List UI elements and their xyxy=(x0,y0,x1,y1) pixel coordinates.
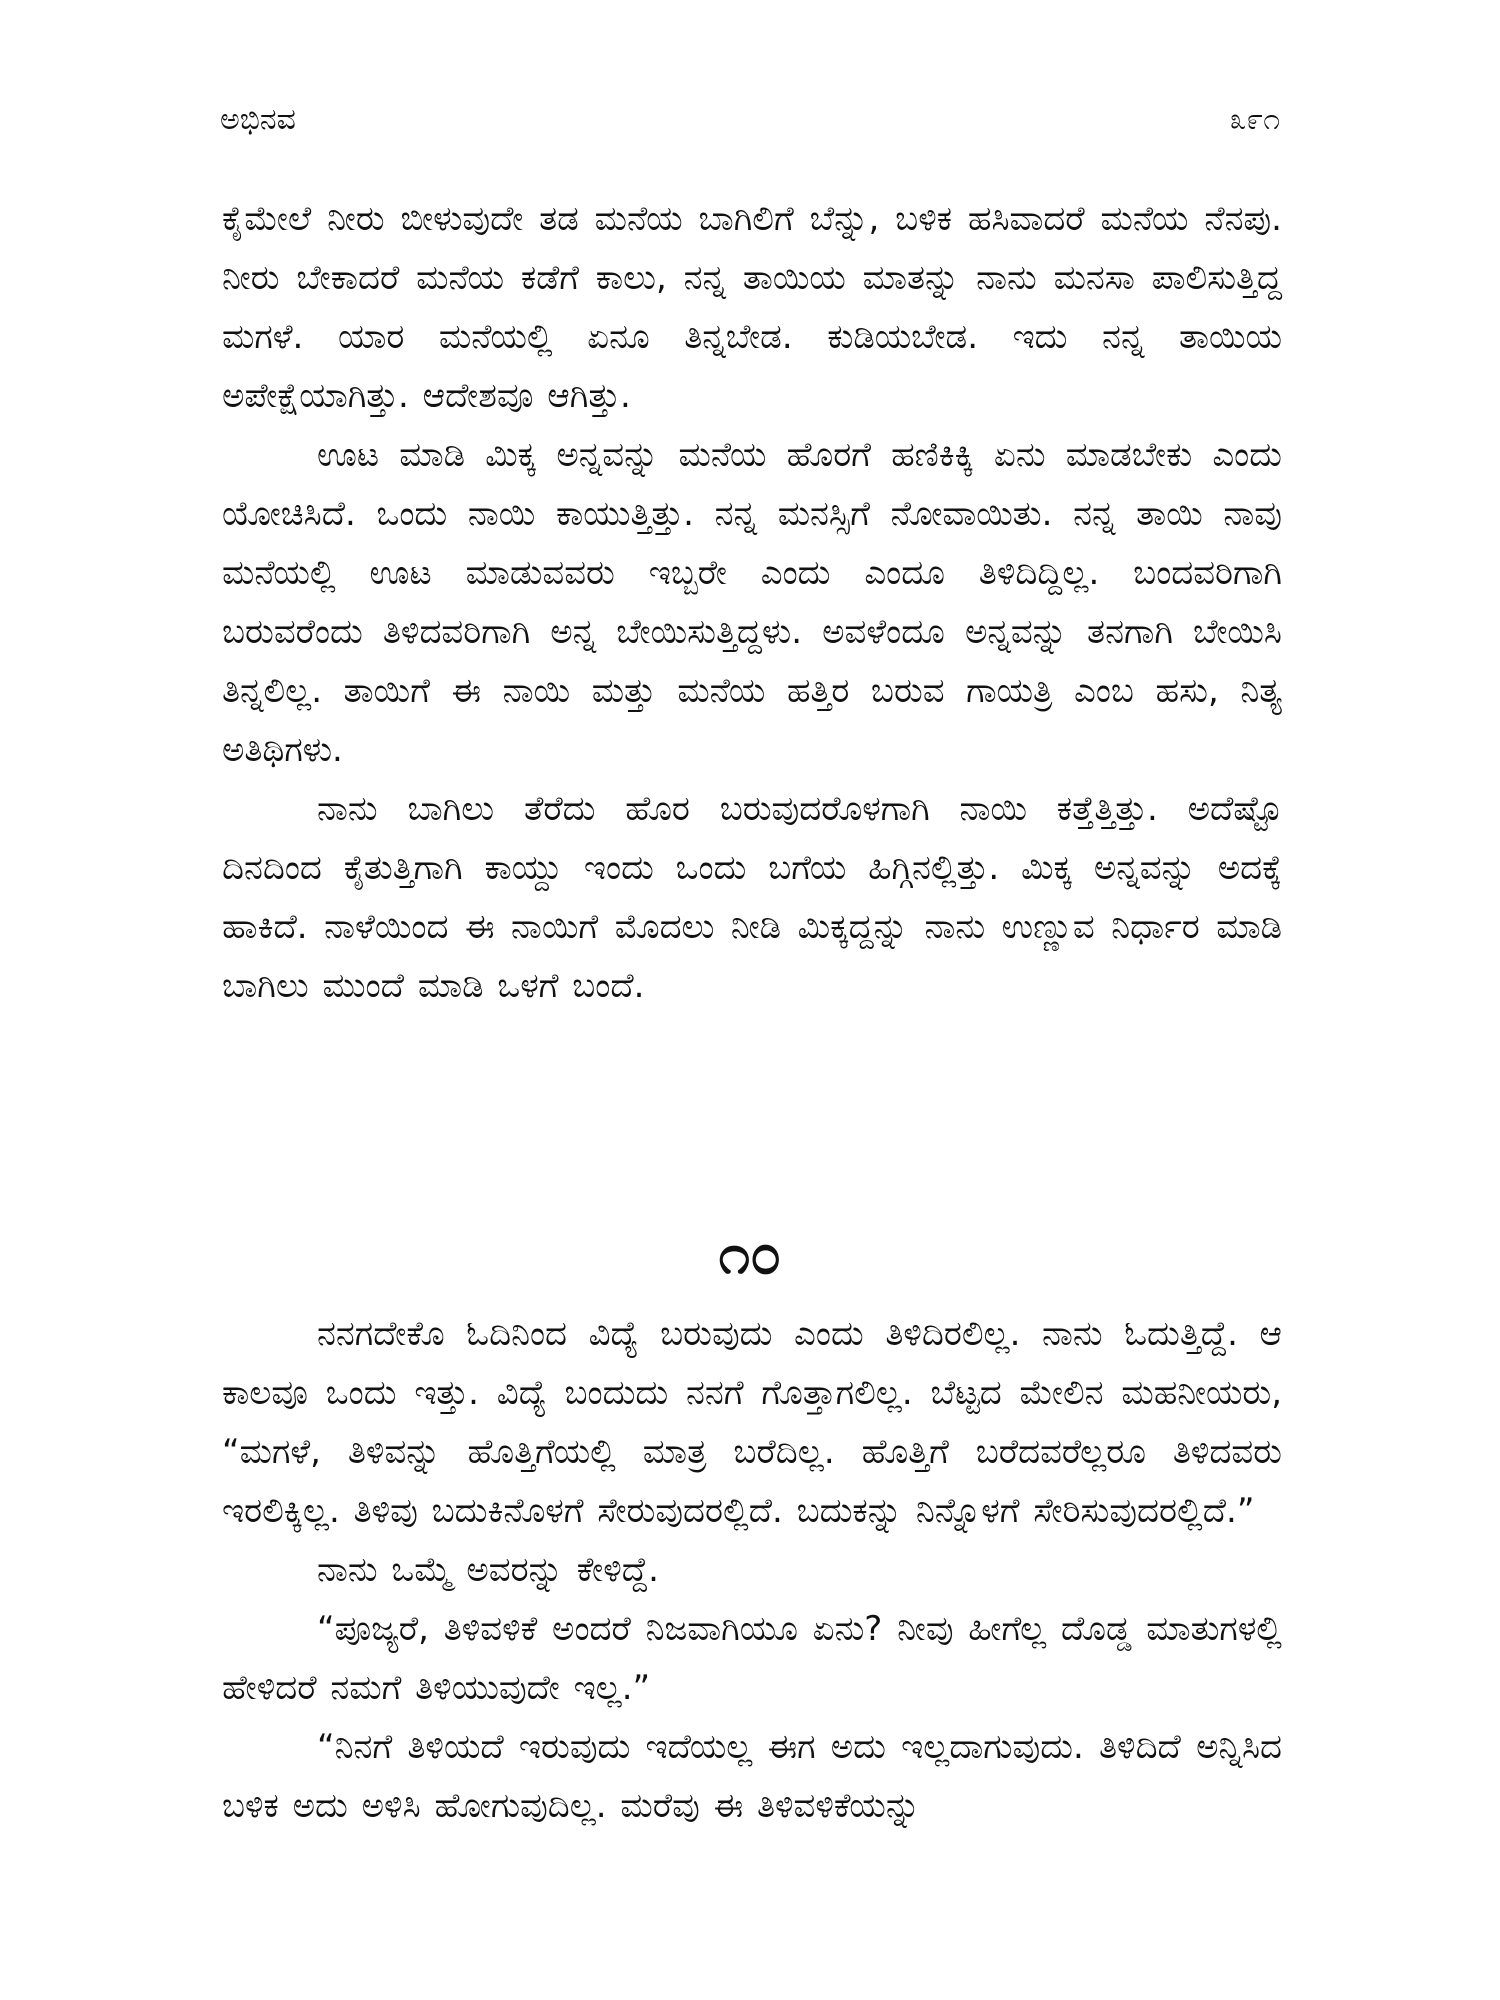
section-two-text xyxy=(222,1305,1282,1836)
paragraph: ನನಗದೇಕೊ ಓದಿನಿಂದ ವಿದ್ಯೆ ಬರುವುದು ಎಂದು ತಿಳಿದಿರಲಿಲ್ಲ. ನಾನು ಓದುತ್ತಿದ್ದೆ. ಆ ಕಾಲವೂ ಒಂದು ಇತ್ತು. ವಿದ್ಯೆ ಬಂದುದು ನನಗೆ ಗೊತ್ತಾಗಲಿಲ್ಲ. ಬೆಟ್ಟದ ಮೇಲಿನ ಮಹನೀಯರು, “ಮಗಳೆ, ತಿಳಿವನ್ನು ಹೊತ್ತಿಗೆಯಲ್ಲಿ ಮಾತ್ರ ಬರೆದಿಲ್ಲ. ಹೊತ್ತಿಗೆ ಬರೆದವರೆಲ್ಲರೂ ತಿಳಿದವರು ಇರಲಿಕ್ಕಿಲ್ಲ. ತಿಳಿವು ಬದುಕಿನೊಳಗೆ ಸೇರುವುದರಲ್ಲಿದೆ. ಬದುಕನ್ನು ನಿನ್ನೊಳಗೆ ಸೇರಿಸುವುದರಲ್ಲಿದೆ.” xyxy=(222,1314,1282,1531)
chapter-number: ೧೦ xyxy=(718,1222,782,1287)
book-title: ಅಭಿನವ xyxy=(220,102,296,137)
paragraph: “ಪೂಜ್ಯರೆ, ತಿಳಿವಳಿಕೆ ಅಂದರೆ ನಿಜವಾಗಿಯೂ ಏನು? ನೀವು ಹೀಗೆಲ್ಲ ದೊಡ್ಡ ಮಾತುಗಳಲ್ಲಿ ಹೇಳಿದರೆ ನಮಗೆ ತಿಳಿಯುವುದೇ ಇಲ್ಲ.” xyxy=(222,1609,1282,1708)
running-header xyxy=(220,95,1280,145)
paragraph: “ನಿನಗೆ ತಿಳಿಯದೆ ಇರುವುದು ಇದೆಯಲ್ಲ ಈಗ ಅದು ಇಲ್ಲದಾಗುವುದು. ತಿಳಿದಿದೆ ಅನ್ನಿಸಿದ ಬಳಿಕ ಅದು ಅಳಿಸಿ ಹೋಗುವುದಿಲ್ಲ. ಮರೆವು ಈ ತಿಳಿವಳಿಕೆಯನ್ನು xyxy=(222,1727,1282,1826)
paragraph: ಊಟ ಮಾಡಿ ಮಿಕ್ಕ ಅನ್ನವನ್ನು ಮನೆಯ ಹೊರಗೆ ಹಣಿಕಿಕ್ಕಿ ಏನು ಮಾಡಬೇಕು ಎಂದು ಯೋಚಿಸಿದೆ. ಒಂದು ನಾಯಿ ಕಾಯುತ್ತಿತ್ತು. ನನ್ನ ಮನಸ್ಸಿಗೆ ನೋವಾಯಿತು. ನನ್ನ ತಾಯಿ ನಾವು ಮನೆಯಲ್ಲಿ ಊಟ ಮಾಡುವವರು ಇಬ್ಬರೇ ಎಂದು ಎಂದೂ ತಿಳಿದಿದ್ದಿಲ್ಲ. ಬಂದವರಿಗಾಗಿ ಬರುವರೆಂದು ತಿಳಿದವರಿಗಾಗಿ ಅನ್ನ ಬೇಯಿಸುತ್ತಿದ್ದಳು. ಅವಳೆಂದೂ ಅನ್ನವನ್ನು ತನಗಾಗಿ ಬೇಯಿಸಿ ತಿನ್ನಲಿಲ್ಲ. ತಾಯಿಗೆ ಈ ನಾಯಿ ಮತ್ತು ಮನೆಯ ಹತ್ತಿರ ಬರುವ ಗಾಯತ್ರಿ ಎಂಬ ಹಸು, ನಿತ್ಯ ಅತಿಥಿಗಳು. xyxy=(222,435,1282,770)
section-one-text xyxy=(222,190,1282,1016)
paragraph: ನಾನು ಬಾಗಿಲು ತೆರೆದು ಹೊರ ಬರುವುದರೊಳಗಾಗಿ ನಾಯಿ ಕತ್ತೆತ್ತಿತ್ತು. ಅದೆಷ್ಟೊ ದಿನದಿಂದ ಕೈತುತ್ತಿಗಾಗಿ ಕಾಯ್ದು ಇಂದು ಒಂದು ಬಗೆಯ ಹಿಗ್ಗಿನಲ್ಲಿತ್ತು. ಮಿಕ್ಕ ಅನ್ನವನ್ನು ಅದಕ್ಕೆ ಹಾಕಿದೆ. ನಾಳೆಯಿಂದ ಈ ನಾಯಿಗೆ ಮೊದಲು ನೀಡಿ ಮಿಕ್ಕದ್ದನ್ನು ನಾನು ಉಣ್ಣುವ ನಿರ್ಧಾರ ಮಾಡಿ ಬಾಗಿಲು ಮುಂದೆ ಮಾಡಿ ಒಳಗೆ ಬಂದೆ. xyxy=(222,789,1282,1006)
page-number: ೩೯೧ xyxy=(1229,102,1280,137)
paragraph: ಕೈಮೇಲೆ ನೀರು ಬೀಳುವುದೇ ತಡ ಮನೆಯ ಬಾಗಿಲಿಗೆ ಬೆನ್ನು, ಬಳಿಕ ಹಸಿವಾದರೆ ಮನೆಯ ನೆನಪು. ನೀರು ಬೇಕಾದರೆ ಮನೆಯ ಕಡೆಗೆ ಕಾಲು, ನನ್ನ ತಾಯಿಯ ಮಾತನ್ನು ನಾನು ಮನಸಾ ಪಾಲಿಸುತ್ತಿದ್ದ ಮಗಳೆ. ಯಾರ ಮನೆಯಲ್ಲಿ ಏನೂ ತಿನ್ನಬೇಡ. ಕುಡಿಯಬೇಡ. ಇದು ನನ್ನ ತಾಯಿಯ ಅಪೇಕ್ಷೆಯಾಗಿತ್ತು. ಆದೇಶವೂ ಆಗಿತ್ತು. xyxy=(222,199,1282,416)
paragraph: ನಾನು ಒಮ್ಮೆ ಅವರನ್ನು ಕೇಳಿದ್ದೆ. xyxy=(317,1550,659,1590)
